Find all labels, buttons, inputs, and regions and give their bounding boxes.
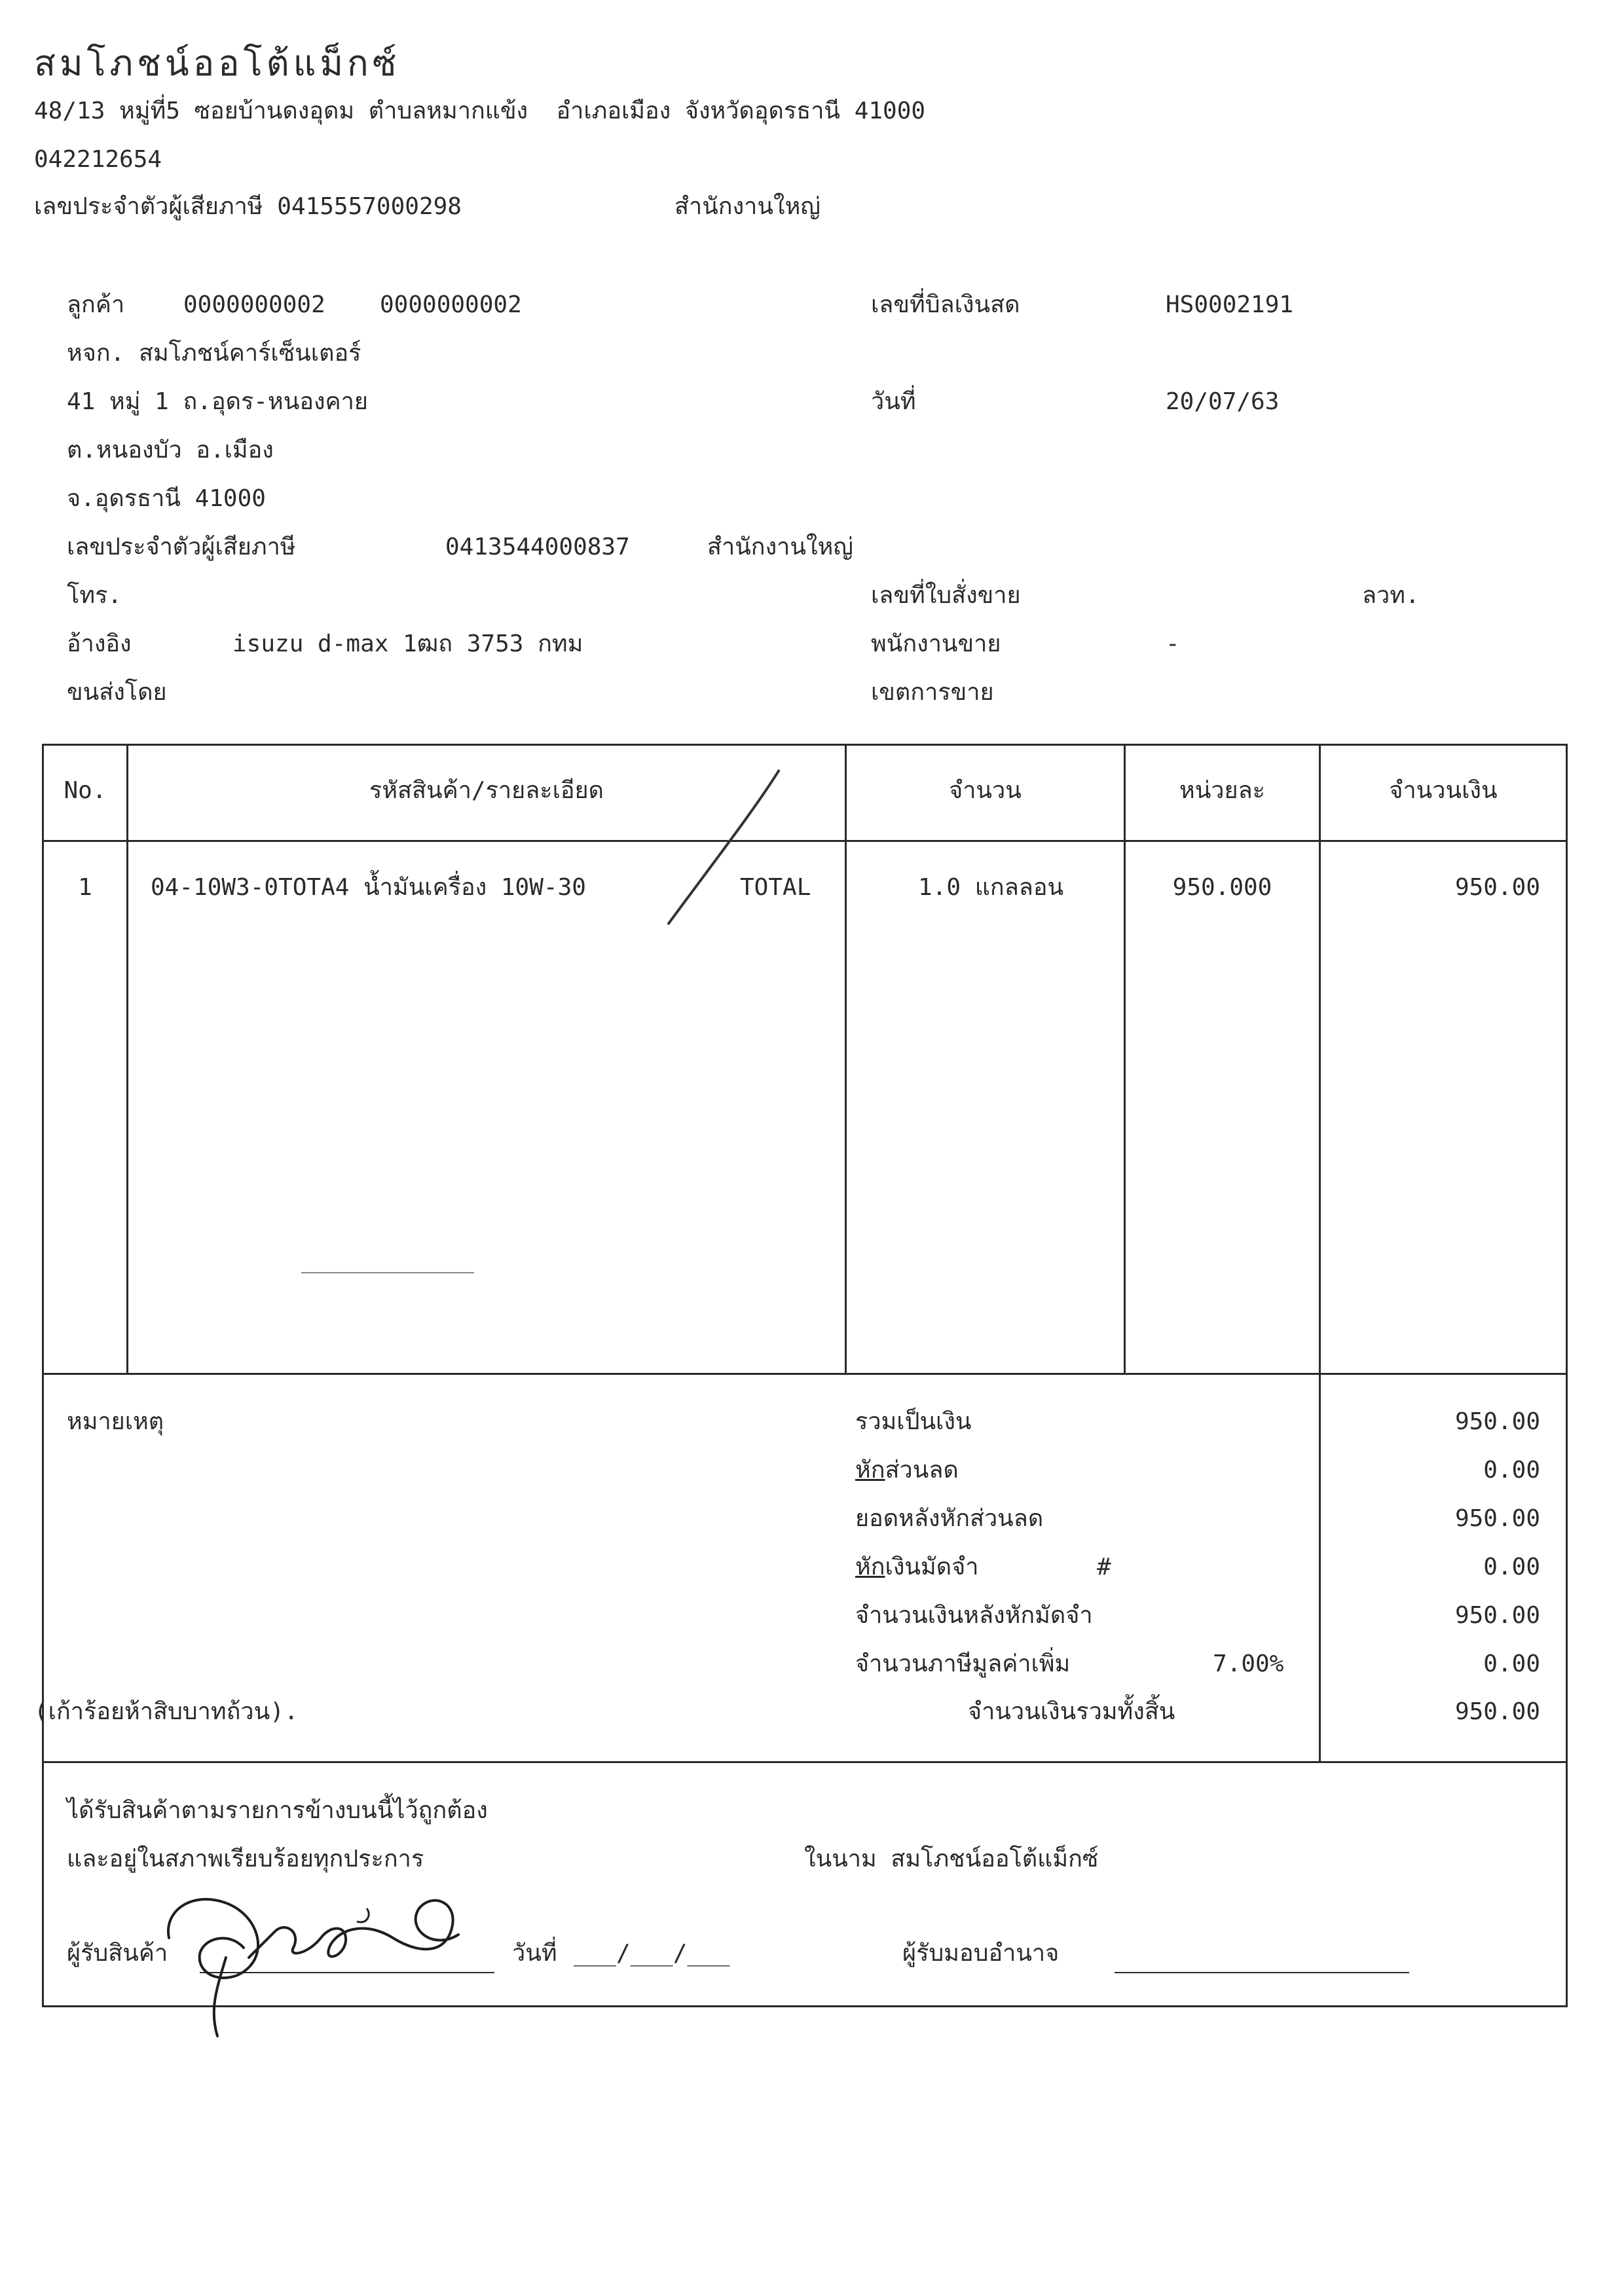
row-brand: TOTAL — [740, 874, 811, 901]
header-description: รหัสสินค้า/รายละเอียด — [369, 777, 604, 804]
header-quantity: จำนวน — [949, 777, 1022, 804]
after-discount-label: ยอดหลังหักส่วนลด — [855, 1505, 1044, 1532]
row-description: 04-10W3-0TOTA4 น้ำมันเครื่อง 10W-30 — [151, 874, 586, 901]
company-name: สมโภชน์ออโต้แม็กซ์ — [34, 43, 401, 84]
invoice-date: 20/07/63 — [1166, 388, 1280, 415]
vat-value: 0.00 — [1483, 1650, 1540, 1677]
customer-label: ลูกค้า — [67, 291, 125, 318]
amount-in-words: (เก้าร้อยห้าสิบบาทถ้วน). — [34, 1698, 299, 1725]
customer-tax-id: 0413544000837 — [445, 534, 630, 560]
date-label: วันที่ — [871, 388, 916, 415]
deposit-label: หักเงินมัดจำ — [855, 1554, 979, 1580]
discount-value: 0.00 — [1483, 1457, 1540, 1484]
bill-number: HS0002191 — [1166, 291, 1294, 318]
company-address: 48/13 หมู่ที่5 ซอยบ้านดงอุดม ตำบลหมากแข้ง อำเภอเมือง จังหวัดอุดรธานี 41000 — [34, 98, 926, 124]
salesperson-label: พนักงานขาย — [871, 630, 1001, 657]
receipt-confirm-line-1: ได้รับสินค้าตามรายการข้างบนนี้ไว้ถูกต้อง — [67, 1797, 488, 1824]
after-discount-value: 950.00 — [1454, 1505, 1540, 1532]
customer-name: หจก. สมโภชน์คาร์เซ็นเตอร์ — [67, 340, 361, 367]
grand-total-label: จำนวนเงินรวมทั้งสิ้น — [968, 1698, 1175, 1725]
customer-address-2: ต.หนองบัว อ.เมือง — [67, 437, 274, 464]
customer-address-1: 41 หมู่ 1 ถ.อุดร-หนองคาย — [67, 388, 368, 415]
discount-label: หักส่วนลด — [855, 1457, 959, 1484]
row-unit-price: 950.000 — [1172, 874, 1272, 901]
row-amount: 950.00 — [1454, 874, 1540, 901]
company-branch: สำนักงานใหญ่ — [674, 193, 821, 220]
receiver-label: ผู้รับสินค้า — [67, 1940, 168, 1967]
bill-number-label: เลขที่บิลเงินสด — [871, 291, 1020, 318]
after-deposit-value: 950.00 — [1454, 1602, 1540, 1629]
sales-area-label: เขตการขาย — [871, 679, 994, 706]
sales-order-label: เลขที่ใบสั่งขาย — [871, 582, 1021, 609]
company-phone: 042212654 — [34, 146, 162, 173]
receipt-confirm-line-2: และอยู่ในสภาพเรียบร้อยทุกประการ — [67, 1846, 424, 1872]
reference-value: isuzu d-max 1ฒถ 3753 กทม — [232, 630, 583, 657]
receive-date-label: วันที่ — [512, 1940, 557, 1967]
vat-rate: 7.00% — [1213, 1650, 1284, 1677]
deposit-hash: # — [1097, 1554, 1111, 1580]
deposit-value: 0.00 — [1483, 1554, 1540, 1580]
customer-code-2: 0000000002 — [380, 291, 522, 318]
after-deposit-label: จำนวนเงินหลังหักมัดจำ — [855, 1602, 1093, 1629]
authorized-label: ผู้รับมอบอำนาจ — [902, 1940, 1060, 1967]
reference-label: อ้างอิง — [67, 630, 132, 657]
grand-total-value: 950.00 — [1454, 1698, 1540, 1725]
sales-order-value: ลวท. — [1362, 582, 1420, 609]
header-unit-price: หน่วยละ — [1179, 777, 1266, 804]
receive-date-blank: ___/___/___ — [574, 1940, 730, 1967]
customer-phone-label: โทร. — [67, 582, 122, 609]
vat-label: จำนวนภาษีมูลค่าเพิ่ม — [855, 1650, 1071, 1677]
customer-tax-label: เลขประจำตัวผู้เสียภาษี — [67, 534, 296, 560]
subtotal-label: รวมเป็นเงิน — [855, 1408, 972, 1435]
customer-code-1: 0000000002 — [183, 291, 325, 318]
salesperson-value: - — [1166, 630, 1180, 657]
company-tax-id: เลขประจำตัวผู้เสียภาษี 0415557000298 — [34, 193, 462, 220]
customer-address-3: จ.อุดรธานี 41000 — [67, 485, 266, 512]
customer-branch: สำนักงานใหญ่ — [707, 534, 853, 560]
shipping-label: ขนส่งโดย — [67, 679, 167, 706]
subtotal-value: 950.00 — [1454, 1408, 1540, 1435]
row-no: 1 — [78, 874, 92, 901]
header-no: No. — [64, 777, 107, 804]
row-quantity: 1.0 แกลลอน — [918, 874, 1064, 901]
remark-label: หมายเหตุ — [67, 1408, 164, 1435]
header-amount: จำนวนเงิน — [1389, 777, 1498, 804]
on-behalf-of: ในนาม สมโภชน์ออโต้แม็กซ์ — [804, 1846, 1099, 1872]
